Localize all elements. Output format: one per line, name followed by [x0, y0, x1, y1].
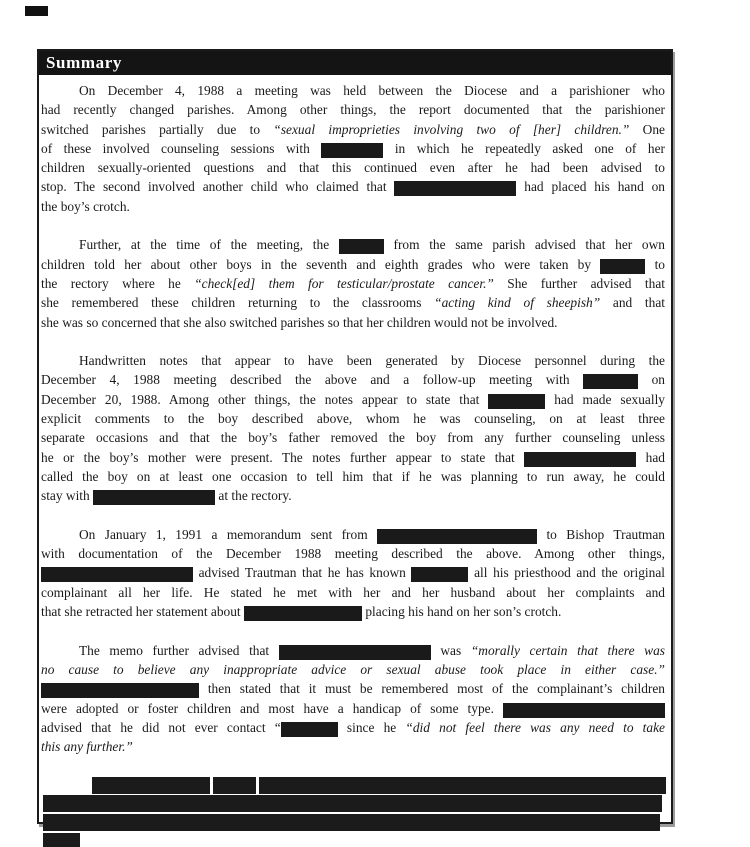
text-segment: of these involved counseling sessions with — [41, 140, 322, 156]
text-segment: children sexually-oriented questions and that this continued even after he had been advised to — [41, 160, 665, 176]
text-line — [41, 486, 665, 505]
italic-segment: “acting kind of sheepish” — [434, 295, 601, 311]
text-segment: On December 4, 1988 a meeting was held between the Diocese and a parishioner who — [79, 83, 665, 98]
text-segment: stop. The second involved another child who claimed that — [41, 179, 395, 195]
text-line — [41, 158, 665, 177]
text-line — [41, 313, 665, 332]
text-segment: placing his hand on her son’s crotch. — [362, 604, 562, 620]
text-line — [41, 139, 665, 158]
text-segment: complainant all her life. He stated he met with her and her husband about her complaints and — [41, 584, 665, 600]
text-segment: on — [638, 372, 665, 388]
text-line — [41, 274, 665, 293]
text-segment: in which he repeatedly asked one of her — [383, 140, 665, 156]
paragraph — [41, 641, 665, 757]
redaction-bar — [259, 777, 666, 794]
text-segment: December 4, 1988 meeting described the above and a follow-up meeting with — [41, 372, 584, 388]
redaction-bar — [583, 374, 638, 389]
text-segment: he or the boy’s mother were present. The notes further appear to state that — [41, 449, 525, 465]
text-segment: The memo further advised that — [79, 642, 279, 658]
text-segment: then stated that it must be remembered most of the complainant’s children — [199, 681, 665, 697]
redaction-bar — [503, 703, 665, 718]
text-line — [41, 81, 665, 100]
text-line — [41, 679, 665, 698]
redaction-bar — [41, 567, 193, 582]
summary-header-bar — [39, 51, 671, 75]
redaction-bar — [43, 814, 660, 831]
text-line — [41, 641, 665, 660]
italic-segment: “check[ed] them for testicular/prostate cancer.” — [194, 275, 494, 291]
text-segment: and that — [600, 295, 665, 311]
text-segment: Handwritten notes that appear to have been generated by Diocese personnel during the — [79, 353, 665, 369]
text-segment: children told her about other boys in the seventh and eighth grades who were taken by — [41, 256, 601, 272]
text-line — [41, 467, 665, 486]
text-line — [41, 293, 665, 312]
italic-segment: this any further.” — [41, 739, 133, 755]
text-segment: to Bishop Trautman — [537, 526, 665, 542]
text-line — [41, 699, 665, 718]
italic-segment: “did not feel there was any need to take — [405, 719, 665, 735]
text-segment: the rectory where he — [41, 275, 195, 291]
text-line — [41, 255, 665, 274]
text-segment: she was so concerned that she also switched parishes so that her children would not be involved. — [41, 314, 558, 330]
text-segment: Further, at the time of the meeting, the — [79, 237, 339, 253]
redaction-row — [41, 794, 665, 813]
summary-title: Summary — [46, 53, 122, 72]
text-segment: with documentation of the December 1988 meeting described the above. Among other things, — [41, 546, 665, 562]
redaction-bar — [600, 259, 645, 274]
text-line — [41, 120, 665, 139]
redaction-bar — [244, 606, 362, 621]
redaction-row — [41, 776, 665, 795]
text-segment: at the rectory. — [215, 488, 292, 504]
text-segment: was — [430, 642, 471, 658]
italic-segment: “sexual improprieties involving two of [her] children.” — [273, 121, 630, 137]
paragraph — [41, 235, 665, 331]
text-segment: explicit comments to the boy described above, whom he was counseling, on at least three — [41, 411, 665, 427]
text-line — [41, 428, 665, 447]
text-line — [41, 563, 665, 582]
text-segment: switched parishes partially due to — [41, 121, 274, 137]
text-segment: since he — [337, 719, 406, 735]
text-segment: One — [629, 121, 665, 137]
redaction-bar — [394, 181, 516, 196]
text-segment: On January 1, 1991 a memorandum sent from — [79, 526, 378, 542]
text-segment: had — [636, 449, 665, 465]
redaction-bar — [339, 239, 384, 254]
redaction-bar — [43, 795, 662, 812]
text-line — [41, 100, 665, 119]
text-line — [41, 370, 665, 389]
redaction-bar — [279, 645, 431, 660]
text-segment: had recently changed parishes. Among other things, the report documented that the parishioner — [41, 102, 665, 118]
text-segment: that she retracted her statement about — [41, 604, 245, 620]
text-segment: December 20, 1988. Among other things, the notes appear to state that — [41, 391, 489, 407]
redaction-bar — [377, 529, 537, 544]
text-segment: had placed his hand on — [516, 179, 665, 195]
redaction-bar — [92, 777, 210, 794]
text-line — [41, 235, 665, 254]
redaction-bar — [213, 777, 256, 794]
italic-segment: no cause to believe any inappropriate advice or sexual abuse took place in either case.” — [41, 661, 665, 677]
text-line — [41, 409, 665, 428]
text-segment: the boy’s crotch. — [41, 198, 130, 214]
text-line — [41, 177, 665, 196]
text-segment: advised Trautman that he has known — [193, 565, 412, 581]
document-page — [37, 49, 673, 824]
text-segment: to — [645, 256, 665, 272]
text-line — [41, 718, 665, 737]
redaction-row — [41, 832, 665, 847]
text-line — [41, 602, 665, 621]
text-line — [41, 525, 665, 544]
redaction-bar — [43, 833, 80, 847]
redaction-row — [41, 813, 665, 832]
text-segment: stay with — [41, 488, 94, 504]
text-segment: had made sexually — [545, 391, 665, 407]
paragraph — [41, 81, 665, 216]
text-segment: from the same parish advised that her own — [383, 237, 665, 253]
italic-segment: “morally certain that there was — [470, 642, 665, 658]
redaction-bar — [281, 722, 338, 737]
redaction-bar — [93, 490, 215, 505]
bottom-redaction-block — [41, 776, 665, 847]
text-line — [41, 390, 665, 409]
text-line — [41, 660, 665, 679]
text-line — [41, 197, 665, 216]
text-segment: all his priesthood and the original — [468, 565, 665, 581]
text-segment: separate occasions and that the boy’s father removed the boy from any further counseling unless — [41, 430, 665, 446]
paragraph — [41, 525, 665, 621]
text-segment: were adopted or foster children and most have a handicap of some type. — [41, 700, 503, 716]
text-segment: She further advised that — [493, 275, 665, 291]
redaction-bar — [524, 452, 636, 467]
text-line — [41, 544, 665, 563]
paragraph — [41, 351, 665, 505]
redaction-bar — [488, 394, 545, 409]
text-line — [41, 583, 665, 602]
redaction-bar — [321, 143, 383, 158]
text-line — [41, 737, 665, 756]
redaction-bar — [41, 683, 199, 698]
text-line — [41, 448, 665, 467]
document-body — [39, 75, 671, 847]
text-line — [41, 351, 665, 370]
text-segment: advised that he did not ever contact “ — [41, 719, 281, 735]
text-segment: she remembered these children returning to the classrooms — [41, 295, 435, 311]
text-segment: called the boy on at least one occasion to tell him that if he was planning to run away, he could — [41, 468, 665, 484]
scan-artifact-mark — [25, 6, 48, 16]
redaction-bar — [411, 567, 468, 582]
